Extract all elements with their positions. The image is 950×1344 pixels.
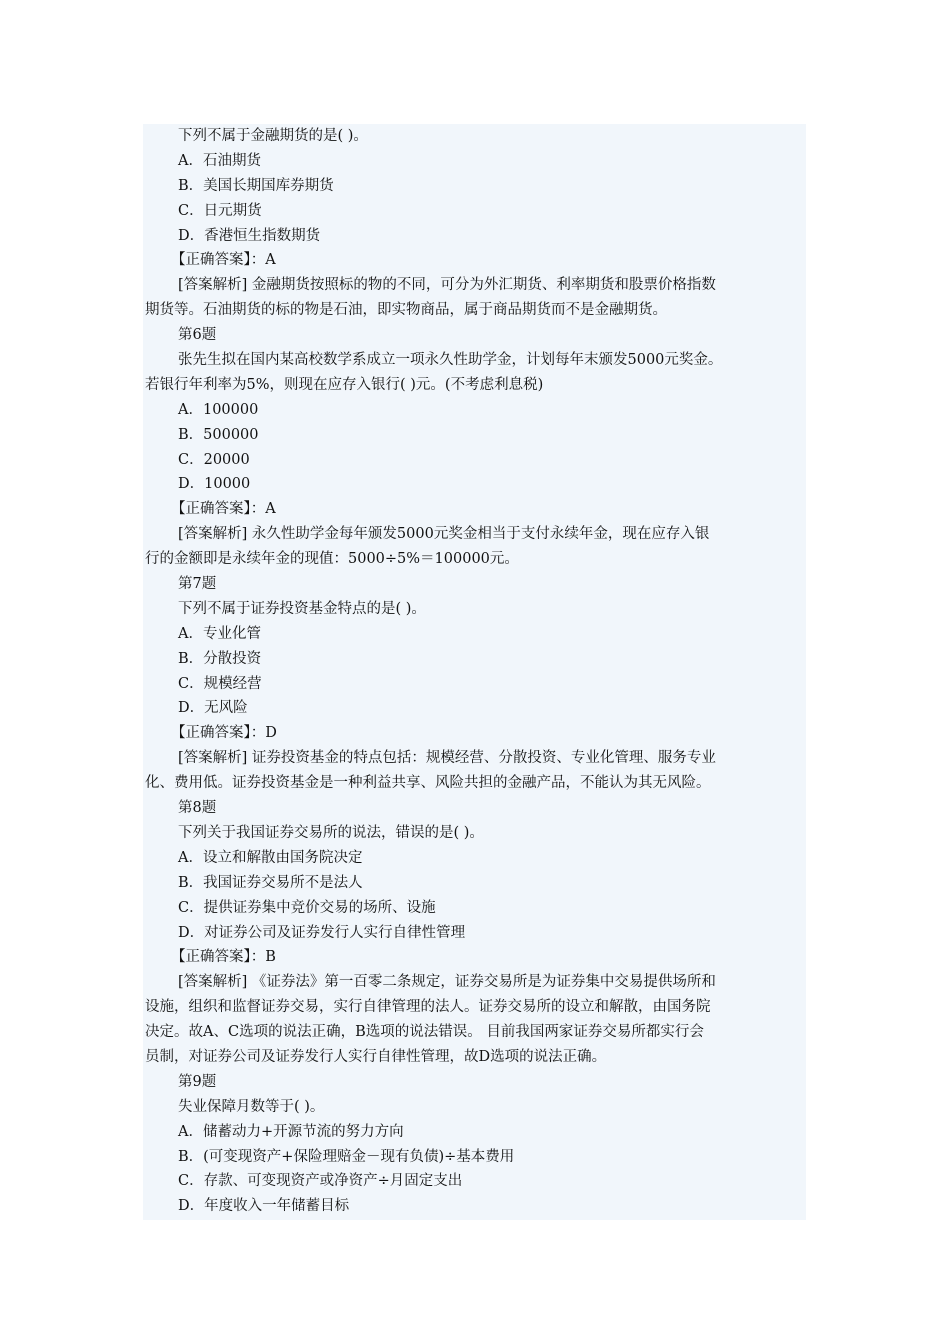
- question-number: 第7题: [178, 576, 217, 593]
- question-text: 失业保障月数等于( )。: [178, 1098, 325, 1115]
- question-text-cont: 若银行年利率为5%，则现在应存入银行( )元。(不考虑利息税): [145, 376, 544, 393]
- answer-explanation-cont: 员制，对证券公司及证券发行人实行自律性管理，故D选项的说法正确。: [145, 1048, 607, 1065]
- option-c: C．存款、可变现资产或净资产÷月固定支出: [178, 1173, 463, 1190]
- option-c: C．20000: [178, 451, 250, 468]
- option-b: B．(可变现资产+保险理赔金－现有负债)÷基本费用: [178, 1148, 515, 1165]
- answer-explanation-cont: 化、费用低。证券投资基金是一种利益共享、风险共担的金融产品，不能认为其无风险。: [145, 775, 711, 792]
- option-d: D．年度收入一年储蓄目标: [178, 1198, 350, 1215]
- option-c: C．提供证券集中竞价交易的场所、设施: [178, 899, 436, 916]
- option-d: D．10000: [178, 476, 251, 493]
- question-number: 第8题: [178, 800, 217, 817]
- question-text: 下列关于我国证券交易所的说法，错误的是( )。: [178, 824, 484, 841]
- answer-explanation-cont: 期货等。石油期货的标的物是石油，即实物商品，属于商品期货而不是金融期货。: [145, 302, 667, 319]
- option-c: C．规模经营: [178, 675, 262, 692]
- option-c: C．日元期货: [178, 202, 262, 219]
- option-b: B．分散投资: [178, 650, 262, 667]
- option-a: A．储蓄动力+开源节流的努力方向: [178, 1123, 404, 1140]
- answer-explanation-cont: 设施，组织和监督证券交易，实行自律管理的法人。证券交易所的设立和解散，由国务院: [145, 999, 711, 1016]
- question-number: 第6题: [178, 327, 217, 344]
- correct-answer: 【正确答案】：D: [171, 725, 277, 742]
- option-b: B．美国长期国库券期货: [178, 177, 334, 194]
- option-d: D．香港恒生指数期货: [178, 227, 321, 244]
- option-a: A．100000: [178, 401, 259, 418]
- document-page: [143, 124, 806, 1220]
- correct-answer: 【正确答案】：B: [171, 949, 276, 966]
- answer-explanation: [答案解析] 《证券法》第一百零二条规定，证券交易所是为证券集中交易提供场所和: [178, 974, 716, 991]
- option-a: A．石油期货: [178, 152, 261, 169]
- answer-explanation: [答案解析] 证券投资基金的特点包括：规模经营、分散投资、专业化管理、服务专业: [178, 750, 716, 767]
- question-number: 第9题: [178, 1073, 217, 1090]
- question-text: 张先生拟在国内某高校数学系成立一项永久性助学金，计划每年末颁发5000元奖金。: [178, 352, 723, 369]
- answer-explanation: [答案解析] 永久性助学金每年颁发5000元奖金相当于支付永续年金，现在应存入银: [178, 526, 710, 543]
- question-text: 下列不属于金融期货的是( )。: [178, 128, 368, 144]
- answer-explanation-cont: 决定。故A、C选项的说法正确，B选项的说法错误。 目前我国两家证券交易所都实行会: [145, 1024, 704, 1041]
- option-b: B．我国证券交易所不是法人: [178, 874, 363, 891]
- option-a: A．专业化管: [178, 625, 261, 642]
- correct-answer: 【正确答案】：A: [171, 252, 276, 269]
- answer-explanation-cont: 行的金额即是永续年金的现值：5000÷5%＝100000元。: [145, 551, 519, 568]
- correct-answer: 【正确答案】：A: [171, 501, 276, 518]
- option-a: A．设立和解散由国务院决定: [178, 849, 363, 866]
- option-d: D．无风险: [178, 700, 248, 717]
- option-d: D．对证券公司及证券发行人实行自律性管理: [178, 924, 466, 941]
- option-b: B．500000: [178, 426, 259, 443]
- question-text: 下列不属于证券投资基金特点的是( )。: [178, 600, 426, 617]
- answer-explanation: [答案解析] 金融期货按照标的物的不同，可分为外汇期货、利率期货和股票价格指数: [178, 277, 716, 294]
